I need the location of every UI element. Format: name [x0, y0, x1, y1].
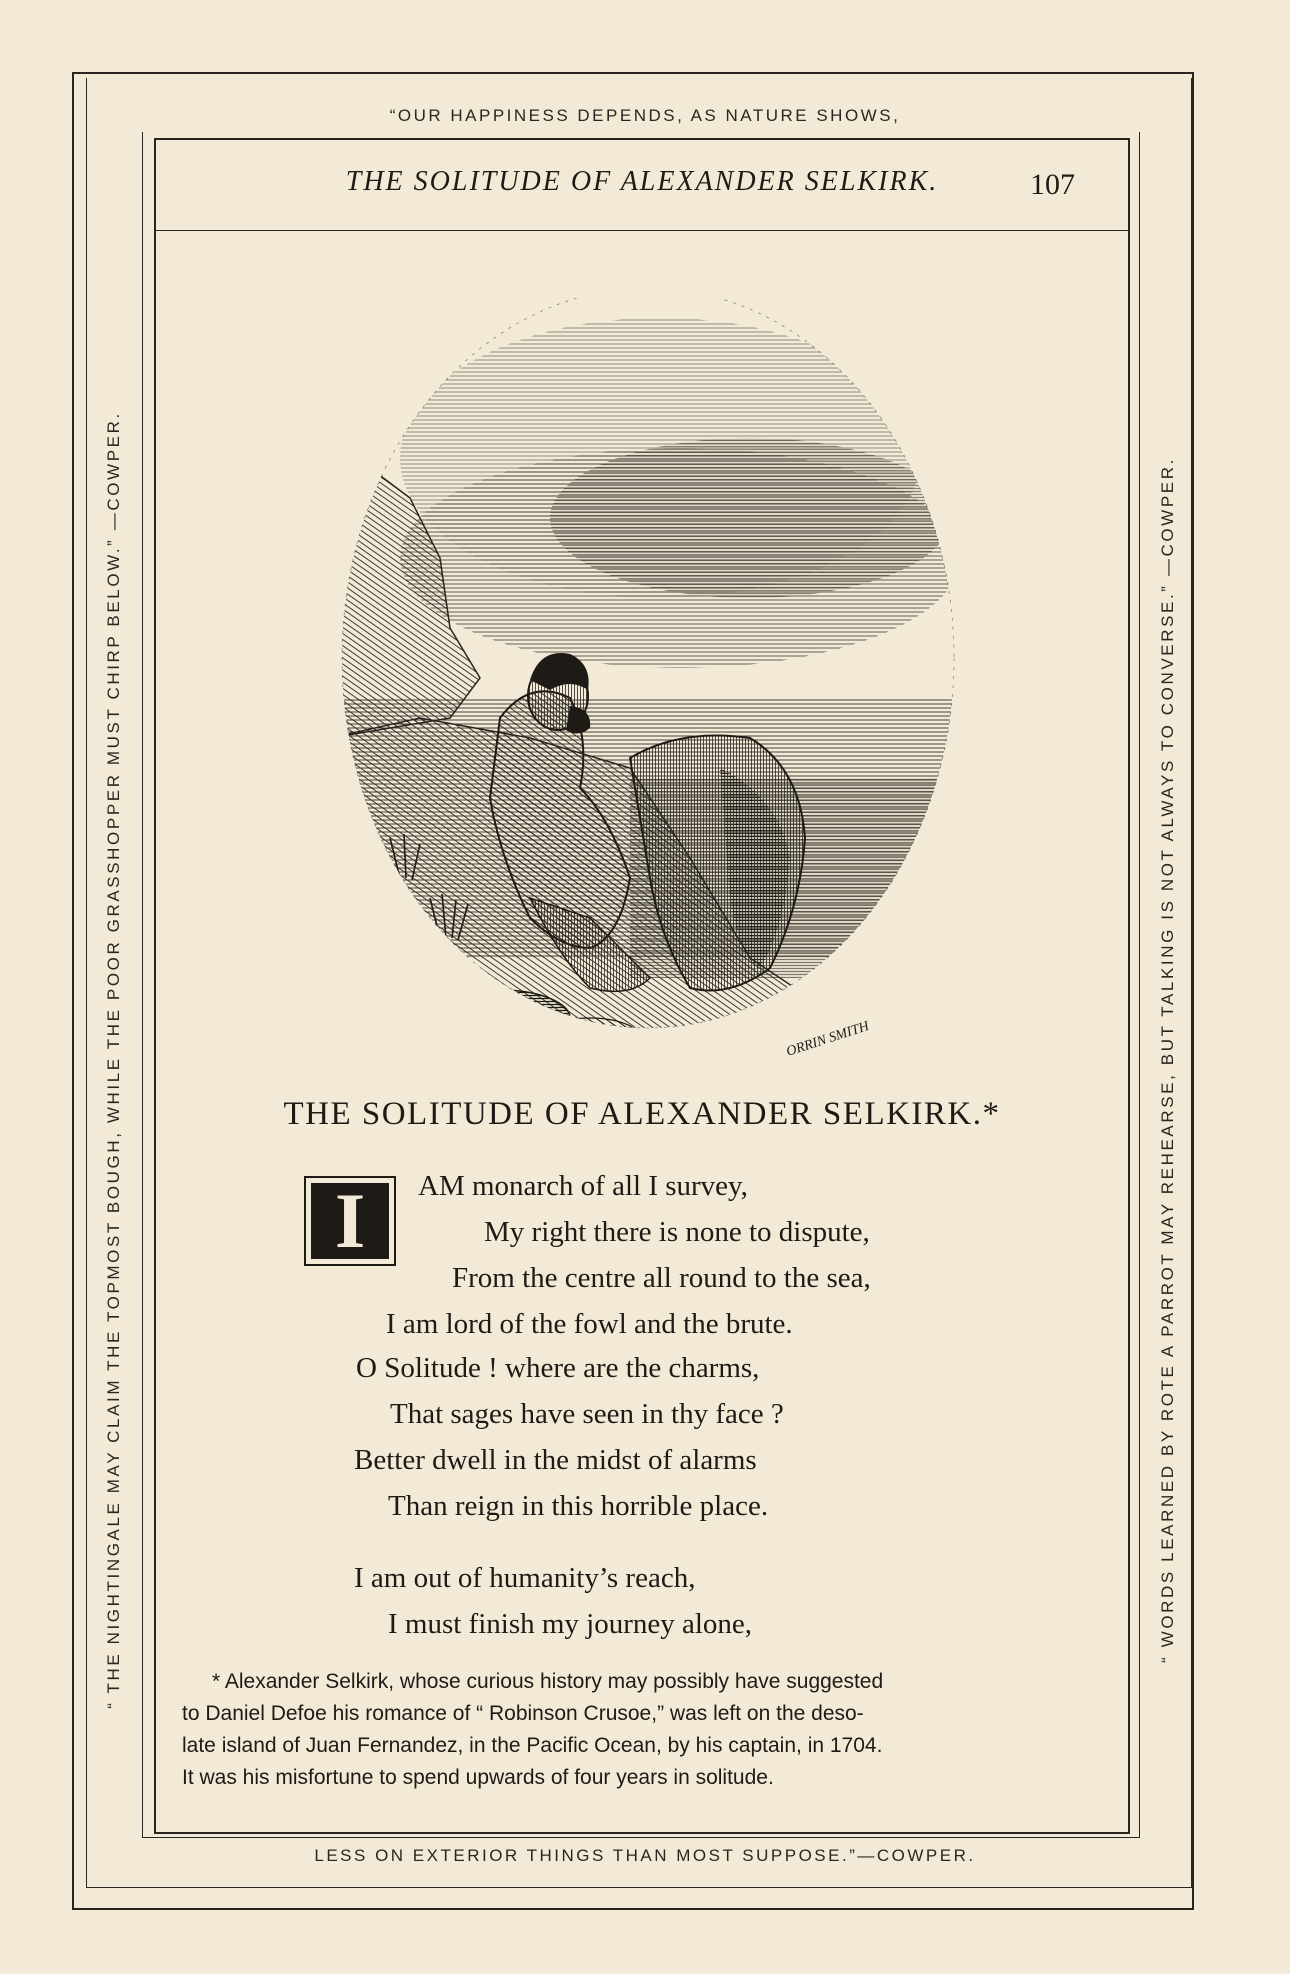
- border-quote-right: “ WORDS LEARNED BY ROTE A PARROT MAY REHEARSE, BUT TALKING IS NOT ALWAYS TO CONVERSE.” —COWPER.: [1158, 457, 1177, 1663]
- poem-line: O Solitude ! where are the charms,: [356, 1352, 760, 1384]
- poem-line: Than reign in this horrible place.: [388, 1490, 769, 1522]
- page-number: 107: [1030, 168, 1075, 201]
- footnote-line: to Daniel Defoe his romance of “ Robinson Crusoe,” was left on the deso-: [182, 1702, 864, 1725]
- drop-cap: [304, 1176, 396, 1266]
- poem-line: I must finish my journey alone,: [388, 1608, 753, 1640]
- selkirk-engraving: [330, 298, 966, 1078]
- border-quote-bottom: LESS ON EXTERIOR THINGS THAN MOST SUPPOSE.”—COWPER.: [314, 1846, 976, 1865]
- running-head: THE SOLITUDE OF ALEXANDER SELKIRK.: [345, 166, 939, 197]
- poem-line: My right there is none to dispute,: [484, 1216, 870, 1248]
- poem-title: THE SOLITUDE OF ALEXANDER SELKIRK.*: [283, 1096, 1001, 1132]
- header-rule: [154, 230, 1130, 231]
- engraving-illustration: [330, 298, 966, 1078]
- footnote-line: It was his misfortune to spend upwards of four years in solitude.: [182, 1766, 774, 1789]
- poem-line: I am out of humanity’s reach,: [354, 1562, 696, 1594]
- poem-line: I am lord of the fowl and the brute.: [386, 1308, 793, 1340]
- footnote-line: * Alexander Selkirk, whose curious history may possibly have suggested: [212, 1670, 884, 1693]
- poem-line: From the centre all round to the sea,: [452, 1262, 871, 1294]
- poem-line: AM monarch of all I survey,: [418, 1170, 748, 1202]
- border-quote-left: “ THE NIGHTINGALE MAY CLAIM THE TOPMOST BOUGH, WHILE THE POOR GRASSHOPPER MUST CHIRP BELOW.” —COWPER.: [104, 411, 123, 1709]
- drop-cap-letter: I: [334, 1177, 366, 1264]
- footnote: [182, 1666, 1088, 1794]
- engraver-signature: ORRIN SMITH: [784, 1018, 871, 1060]
- poem-line: Better dwell in the midst of alarms: [354, 1444, 757, 1476]
- poem-line: That sages have seen in thy face ?: [390, 1398, 784, 1430]
- border-quote-top: “OUR HAPPINESS DEPENDS, AS NATURE SHOWS,: [389, 106, 901, 125]
- footnote-line: late island of Juan Fernandez, in the Pacific Ocean, by his captain, in 1704.: [182, 1734, 883, 1757]
